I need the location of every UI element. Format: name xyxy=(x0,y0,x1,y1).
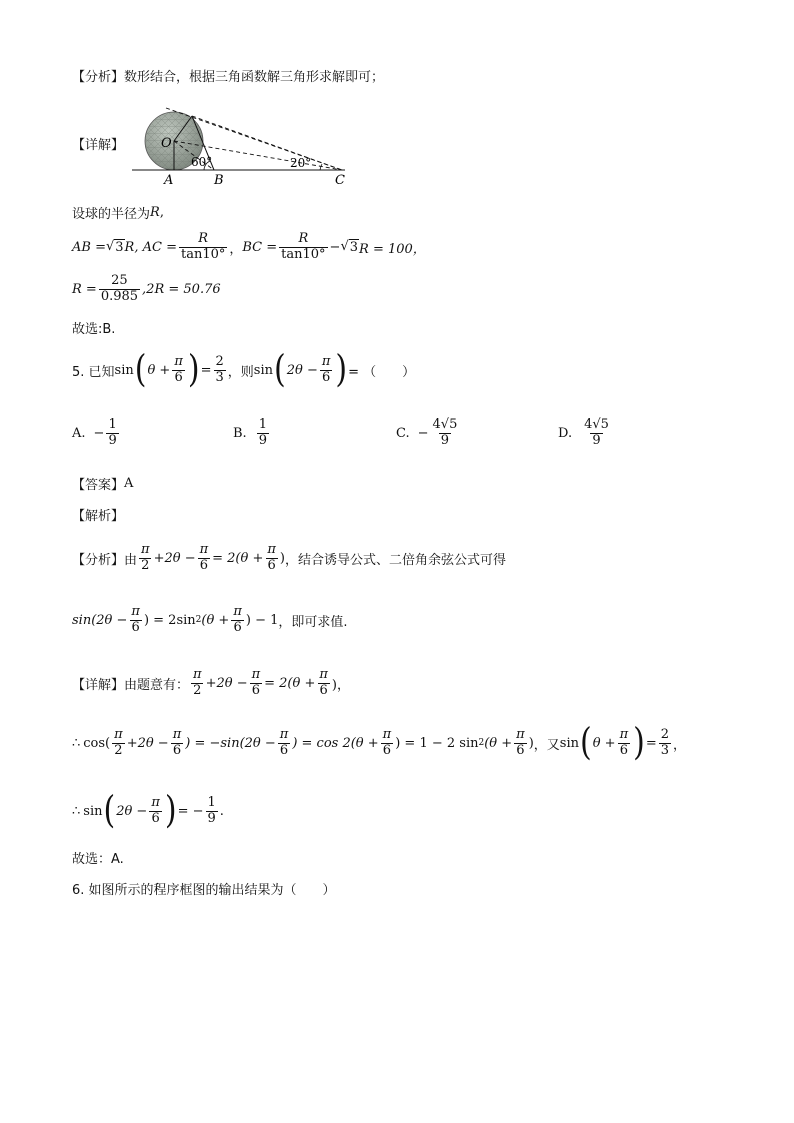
eq2-tail: ,2R = 50.76 xyxy=(142,281,221,297)
eq1-sqrt3b: √ 3 xyxy=(340,239,359,256)
q5-sin1: sin xyxy=(114,362,134,378)
eq1-minus: − xyxy=(329,239,341,255)
option-d-letter: D. xyxy=(558,425,573,441)
option-a-frac: $\frac{1}{9}$ xyxy=(108,417,117,448)
chain-equation: ∴ cos( $\frac{\pi}{2}$ +2θ − $\frac{\pi}{6}$ ) = −sin(2θ − $\frac{\pi}{6}$ ) = cos 2(θ + $\frac{\pi}{6}$ ) = 1 − 2 sin 2 (θ + $\frac{\pi}{6}$ ) ，又 sin ( θ + $\frac{\pi}{6}$ ) = $\frac{2}{3}$ ， xyxy=(72,720,687,765)
option-a-letter: A. xyxy=(72,425,86,441)
option-b-frac: $\frac{1}{9}$ xyxy=(258,417,267,448)
result-inner: 2θ − xyxy=(116,803,148,819)
chain-p2: ) = −sin(2θ − xyxy=(185,735,276,751)
analysis2-pi-over-6-a: $\frac{\pi}{6}$ xyxy=(199,542,209,573)
q6-text: 6. 如图所示的程序框图的输出结果为（ ） xyxy=(72,883,336,898)
analysis2-close: ) xyxy=(279,550,285,566)
analysis2b-sq: 2 xyxy=(195,615,202,626)
label-angle-C: 20° xyxy=(290,156,312,170)
chain-p3: ) = cos 2(θ + xyxy=(292,735,379,751)
eq1-bc: BC = xyxy=(242,239,278,255)
analysis-line-2b xyxy=(72,605,348,636)
analysis2-text: ，结合诱导公式、二倍角余弦公式可得 xyxy=(285,552,507,568)
choose-b-line xyxy=(72,318,115,337)
option-d[interactable] xyxy=(558,418,613,449)
analysis2b-text: ，即可求值. xyxy=(278,614,348,630)
equation-ab-bc xyxy=(72,232,426,263)
analysis2-tag: 【分析】 xyxy=(72,552,125,568)
detail2-pi-over-6-a: $\frac{\pi}{6}$ xyxy=(251,667,261,698)
chain-cos: cos( xyxy=(83,735,111,751)
choose-b: 故选:B. xyxy=(72,322,116,337)
chain-p4: ) = 1 − 2 sin xyxy=(395,735,479,751)
result-sin: sin xyxy=(83,803,103,819)
eq1-sep: ， xyxy=(229,241,243,257)
option-a[interactable] xyxy=(72,418,121,449)
eq1-sqrt3: √ 3 xyxy=(105,239,124,256)
analysis2b-lhs: sin(2θ − xyxy=(72,612,128,628)
result-dot: . xyxy=(219,803,224,819)
eq1-ab: AB = xyxy=(72,239,106,255)
analysis2-expr: +2θ − xyxy=(153,550,196,566)
detail-line-2 xyxy=(72,668,350,699)
chain-theta: θ + xyxy=(592,735,616,751)
analysis2-pi-over-2: $\frac{\pi}{2}$ xyxy=(141,542,150,573)
answer-line xyxy=(72,474,133,493)
detail2-pi-over-6-b: $\frac{\pi}{6}$ xyxy=(319,667,328,698)
equation-r xyxy=(72,274,221,305)
analysis-tag: 【分析】 xyxy=(72,70,125,85)
jiexi-tag: 【解析】 xyxy=(72,509,125,524)
detail2-eq: = 2(θ + xyxy=(264,675,316,691)
q5-two-theta: 2θ − xyxy=(286,362,318,378)
q5-pi-over-6-b: $\frac{\pi}{6}$ xyxy=(321,354,331,385)
result-equation: ∴ sin ( 2θ − $\frac{\pi}{6}$ ) = − $\frac{1}{9}$ . xyxy=(72,788,224,833)
q5-theta-plus: θ + xyxy=(147,362,171,378)
detail2-text: 由题意有： xyxy=(124,677,190,693)
analysis2b-pi-over-6-a: $\frac{\pi}{6}$ xyxy=(131,604,140,635)
option-a-sign: − xyxy=(93,425,105,441)
analysis2b-tail: ) − 1 xyxy=(245,612,279,628)
detail2-pi-over-2: $\frac{\pi}{2}$ xyxy=(193,667,202,698)
result-frac: $\frac{1}{9}$ xyxy=(207,795,216,826)
q5-sin2: sin xyxy=(253,362,273,378)
detail-tag: 【详解】 xyxy=(72,138,125,153)
analysis2-you: 由 xyxy=(124,552,138,568)
analysis2b-mid: ) = 2sin xyxy=(143,612,196,628)
option-c-sign: − xyxy=(417,425,429,441)
detail-line-1 xyxy=(72,134,124,153)
chain-sq: 2 xyxy=(478,738,485,749)
chain-also: ，又 xyxy=(533,737,560,753)
eq1-r-ac: R, AC = xyxy=(124,239,177,255)
label-angle-B: 60° xyxy=(191,155,213,169)
eq1-frac1: $\frac{R}{\tan 10^\circ}$ xyxy=(180,231,226,262)
chain-p5: (θ + xyxy=(484,735,513,751)
radius-var: R xyxy=(150,205,160,220)
option-c-letter: C. xyxy=(396,425,410,441)
label-C: C xyxy=(335,173,345,188)
eq1-tail: R = 100， xyxy=(359,241,426,257)
analysis2-pi-over-6-b: $\frac{\pi}{6}$ xyxy=(267,542,276,573)
result-therefore: ∴ xyxy=(72,803,81,819)
detail2-expr: +2θ − xyxy=(205,675,248,691)
eq1-frac2: $\frac{R}{\tan 10^\circ}$ xyxy=(281,231,326,262)
answer-value: A xyxy=(124,476,134,491)
option-d-frac: $\frac{4√5}{9}$ xyxy=(584,417,609,448)
question-5: 5. 已知 sin ( θ + $\frac{\pi}{6}$ ) = $\frac{2}{3}$ ，则 sin ( 2θ − $\frac{\pi}{6}$ ) = （ ） xyxy=(72,347,416,392)
chain-end: ， xyxy=(673,737,687,753)
jiexi-line xyxy=(72,505,124,524)
analysis-text: 数形结合，根据三角函数解三角形求解即可； xyxy=(124,70,385,85)
radius-text: 设球的半径为 xyxy=(72,207,151,222)
chain-two-thirds: $\frac{2}{3}$ xyxy=(660,727,670,758)
analysis-line-2 xyxy=(72,543,506,574)
chain-p6: ) xyxy=(528,735,534,751)
chain-p1: +2θ − xyxy=(126,735,169,751)
radius-line xyxy=(72,203,164,222)
radius-tail: , xyxy=(159,205,164,220)
label-B: B xyxy=(214,173,224,188)
detail2-close: )， xyxy=(331,677,350,693)
analysis2-eq: = 2(θ + xyxy=(212,550,264,566)
option-b[interactable] xyxy=(233,418,271,449)
eq2-frac: $\frac{25}{0.985}$ xyxy=(100,273,139,304)
sphere-triangle-figure xyxy=(130,102,360,188)
choose-a: 故选：A. xyxy=(72,852,124,867)
chain-therefore: ∴ xyxy=(72,735,81,751)
choose-a-line xyxy=(72,848,124,867)
label-A: A xyxy=(164,173,174,188)
q5-mid: ，则 xyxy=(227,364,254,380)
q5-tail: = （ ） xyxy=(348,364,416,380)
q5-two-thirds: $\frac{2}{3}$ xyxy=(215,354,224,385)
chain-sin: sin xyxy=(559,735,579,751)
analysis2b-pi-over-6-b: $\frac{\pi}{6}$ xyxy=(233,604,242,635)
label-O: O xyxy=(161,136,172,151)
q5-pi-over-6-a: $\frac{\pi}{6}$ xyxy=(174,354,183,385)
eq2-lhs: R = xyxy=(72,281,97,297)
q5-number: 5. 已知 xyxy=(72,364,115,380)
result-pi-over-6: $\frac{\pi}{6}$ xyxy=(151,795,160,826)
option-c[interactable] xyxy=(396,418,461,449)
detail2-tag: 【详解】 xyxy=(72,677,125,693)
question-6 xyxy=(72,879,336,898)
analysis-line-1 xyxy=(72,66,384,85)
option-c-frac: $\frac{4√5}{9}$ xyxy=(432,417,458,448)
option-b-letter: B. xyxy=(233,425,247,441)
chain-pi-over-6-a: $\frac{\pi}{6}$ xyxy=(172,727,182,758)
chain-pi-over-6-e: $\frac{\pi}{6}$ xyxy=(619,727,629,758)
chain-pi-over-6-d: $\frac{\pi}{6}$ xyxy=(516,727,525,758)
chain-pi-over-6-c: $\frac{\pi}{6}$ xyxy=(382,727,392,758)
answer-tag: 【答案】 xyxy=(72,478,125,493)
analysis2b-rhs: (θ + xyxy=(201,612,230,628)
chain-pi-over-6-b: $\frac{\pi}{6}$ xyxy=(279,727,289,758)
result-eq: = − xyxy=(177,803,204,819)
chain-pi-over-2: $\frac{\pi}{2}$ xyxy=(114,727,123,758)
